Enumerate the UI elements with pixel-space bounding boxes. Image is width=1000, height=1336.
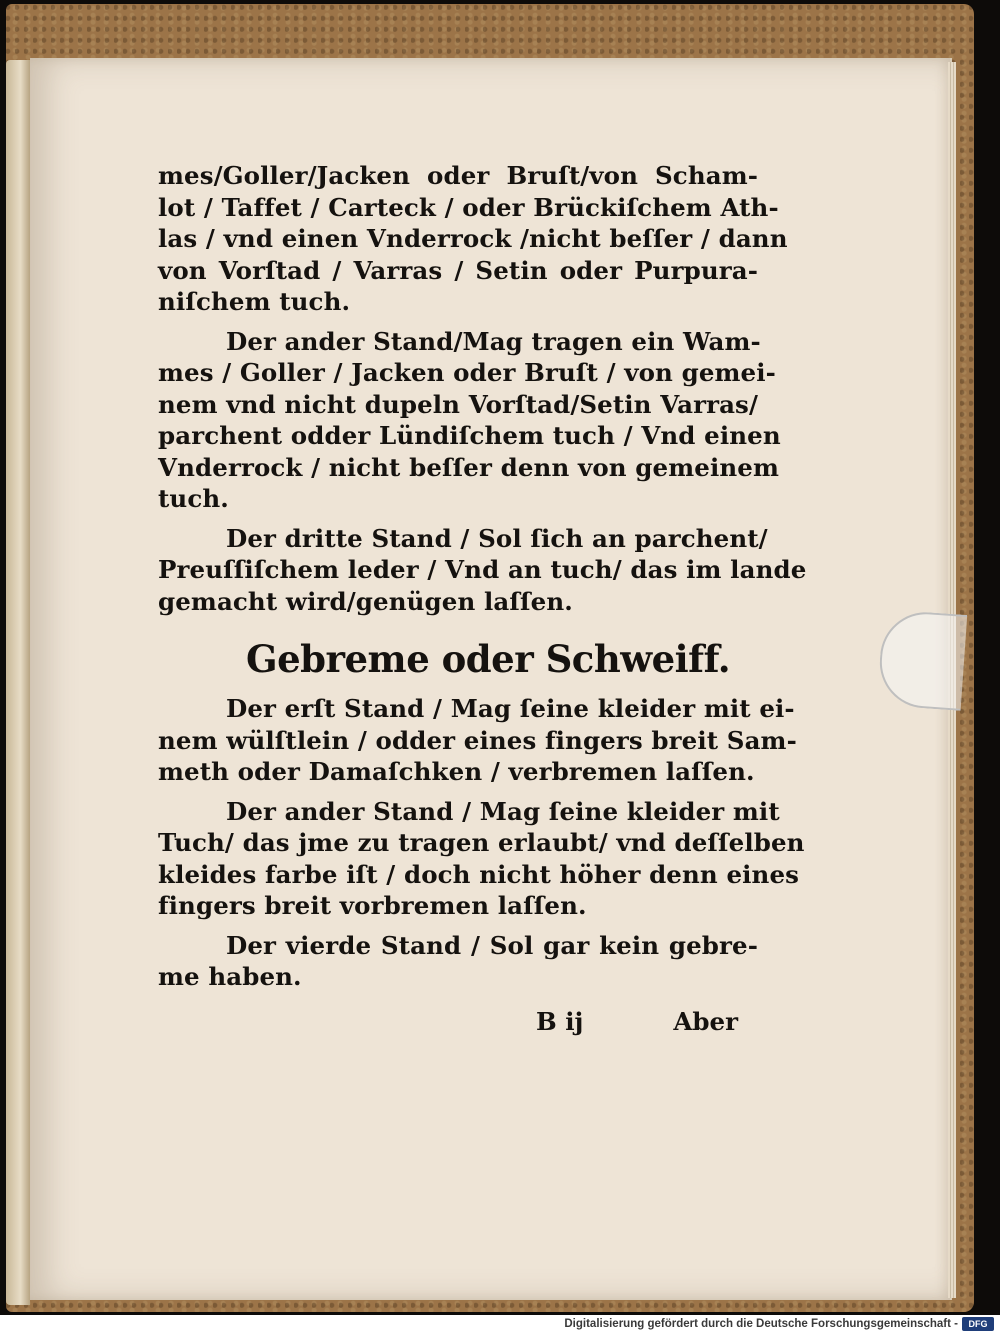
text-line: fingers breit vorbremen laſſen. <box>158 891 587 920</box>
digitization-footer <box>0 1315 1000 1336</box>
paragraph <box>158 930 758 993</box>
catchword: Aber <box>673 1006 738 1036</box>
facing-page-edge <box>6 60 30 1305</box>
text-line: Tuch/ das jme zu tragen erlaubt/ vnd deſſelben <box>158 828 805 857</box>
text-line: Der ander Stand / Mag ſeine kleider mit <box>226 796 780 826</box>
text-line: Der ander Stand/Mag tragen ein Wam- <box>226 326 761 356</box>
text-line: Der vierde Stand / Sol gar kein gebre- <box>226 930 758 960</box>
text-line: Der dritte Stand / Sol ſich an parchent/ <box>226 523 768 553</box>
text-line: mes/Goller/Jacken oder Bruſt/von Scham- <box>158 161 758 190</box>
text-line: Der erſt Stand / Mag ſeine kleider mit ei- <box>226 694 795 723</box>
text-line: tuch. <box>158 484 229 513</box>
text-line: las / vnd einen Vnderrock /nicht beſſer / dann <box>158 224 788 253</box>
text-line: meth oder Damaſchken / verbremen laſſen. <box>158 757 755 786</box>
text-line: lot / Taffet / Carteck / oder Brückiſchem Ath- <box>158 192 779 222</box>
page-footer-marks <box>158 1007 758 1039</box>
text-line: nem wülſtlein / odder eines fingers breit Sam- <box>158 725 797 755</box>
paragraph <box>158 796 805 922</box>
section-heading: Gebreme oder Schweiff. <box>246 637 731 681</box>
page-text-block <box>158 160 807 1039</box>
signature-mark: B ij <box>536 1006 584 1036</box>
dfg-logo: DFG <box>962 1317 994 1331</box>
text-line: von Vorſtad / Varras / Setin oder Purpura- <box>158 255 758 285</box>
text-line: Preuſſiſchem leder / Vnd an tuch/ das im lande <box>158 555 807 584</box>
text-line: gemacht wird/genügen laſſen. <box>158 586 573 616</box>
paragraph <box>158 160 788 318</box>
text-line: mes / Goller / Jacken oder Bruſt / von gemei- <box>158 358 776 387</box>
text-line: me haben. <box>158 962 302 991</box>
text-line: kleides farbe iſt / doch nicht höher denn eines <box>158 859 800 889</box>
funding-credit: Digitalisierung gefördert durch die Deutsche Forschungsgemeinschaft - <box>564 1318 958 1330</box>
paragraph <box>158 326 781 515</box>
text-line: parchent odder Lündiſchem tuch / Vnd einen <box>158 421 781 450</box>
paragraph <box>158 523 807 618</box>
paragraph <box>158 693 797 788</box>
text-line: niſchem tuch. <box>158 287 351 316</box>
text-line: Vnderrock / nicht beſſer denn von gemeinem <box>158 452 779 482</box>
text-line: nem vnd nicht dupeln Vorſtad/Setin Varras/ <box>158 389 758 419</box>
